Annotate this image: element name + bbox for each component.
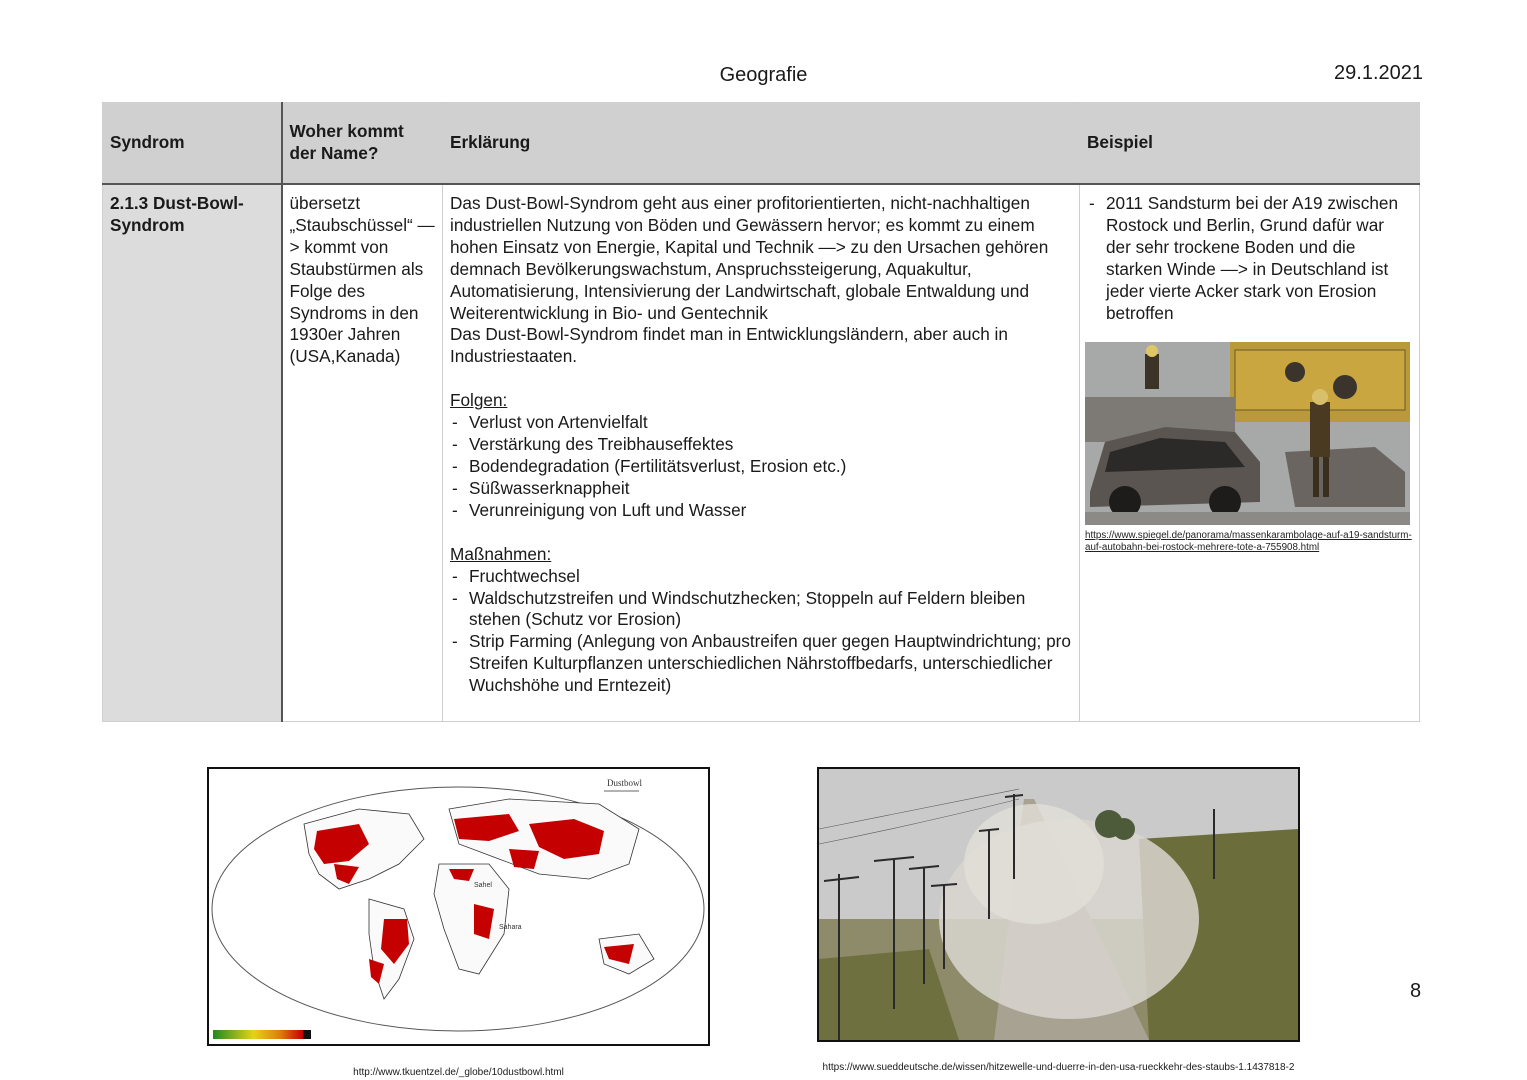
document-subject: Geografie xyxy=(719,64,808,86)
explanation-cell xyxy=(443,184,1080,722)
list-item: - Verlust von Artenvielfalt xyxy=(450,412,1072,434)
crash-scene-graphic xyxy=(1085,342,1410,525)
map-note-sahara: Sahara xyxy=(499,924,522,931)
list-item: - Verunreinigung von Luft und Wasser xyxy=(450,500,1072,522)
folgen-heading: Folgen: xyxy=(450,390,508,411)
dustbowl-world-map xyxy=(209,769,708,1044)
example-list xyxy=(1087,193,1412,324)
list-item: - Süßwasserknappheit xyxy=(450,478,1072,500)
list-item: - Waldschutzstreifen und Windschutzhecken; Stoppeln auf Feldern bleiben stehen (Schutz vor Erosion) xyxy=(450,588,1072,632)
map-source-caption[interactable]: http://www.tkuentzel.de/_globe/10dustbowl.html xyxy=(353,1067,564,1078)
header-syndrom: Syndrom xyxy=(103,103,282,185)
page-number: 8 xyxy=(1410,980,1422,1002)
spiegel-source-link[interactable]: https://www.spiegel.de/panorama/massenkarambolage-auf-a19-sandsturm-auf-autobahn-bei-rostock-mehrere-tote-a-755908.html xyxy=(1085,530,1412,553)
sandstorm-crash-photo xyxy=(1085,342,1410,525)
example-text: - 2011 Sandsturm bei der A19 zwischen Rostock und Berlin, Grund dafür war der sehr trockene Boden und die starken Winde —> in Deutschland ist jeder vierte Acker stark von Erosion betroffen xyxy=(1087,193,1412,324)
list-item: - Bodendegradation (Fertilitätsverlust, Erosion etc.) xyxy=(450,456,1072,478)
syndrom-name: 2.1.3 Dust-Bowl-Syndrom xyxy=(103,184,282,722)
dust-road-photo xyxy=(817,767,1300,1042)
list-item: - Verstärkung des Treibhauseffektes xyxy=(450,434,1072,456)
massnahmen-heading: Maßnahmen: xyxy=(450,543,552,564)
map-note-sahel: Sahel xyxy=(474,882,492,889)
world-map-figure xyxy=(207,767,710,1046)
massnahmen-list xyxy=(450,566,1072,697)
header-name-origin: Woher kommt der Name? xyxy=(282,103,443,185)
document-date: 29.1.2021 xyxy=(1334,62,1423,84)
dusty-road-graphic xyxy=(819,769,1298,1040)
folgen-list xyxy=(450,412,1072,522)
header-example: Beispiel xyxy=(1080,103,1420,185)
table-header-row xyxy=(103,103,1420,185)
list-item: - Fruchtwechsel xyxy=(450,566,1072,588)
header-explanation: Erklärung xyxy=(443,103,1080,185)
explanation-paragraph-2: Das Dust-Bowl-Syndrom findet man in Entwicklungsländern, aber auch in Industriestaaten. xyxy=(450,324,1008,367)
name-origin: übersetzt „Staubschüssel“ —> kommt von Staubstürmen als Folge des Syndroms in den 1930er Jahren (USA,Kanada) xyxy=(282,184,443,722)
map-handwritten-label: Dustbowl xyxy=(607,778,643,788)
road-photo-source-caption[interactable]: https://www.sueddeutsche.de/wissen/hitzewelle-und-duerre-in-den-usa-rueckkehr-des-staubs-1.1437818-2 xyxy=(822,1062,1295,1073)
map-legend-bar xyxy=(213,1030,303,1039)
list-item: - Strip Farming (Anlegung von Anbaustreifen quer gegen Hauptwindrichtung; pro Streifen Kulturpflanzen unterschiedlichen Nährstoffbedarfs, unterschiedlicher Wuchshöhe und Erntezeit) xyxy=(450,631,1072,697)
explanation-paragraph-1: Das Dust-Bowl-Syndrom geht aus einer profitorientierten, nicht-nachhaltigen industriellen Nutzung von Böden und Gewässern hervor; es kommt zu einem hohen Einsatz von Energie, Kapital und Technik —> zu den Ursachen gehören demnach Bevölkerungswachstum, Anspruchssteigerung, Aquakultur, Automatisierung, Intensivierung der Landwirtschaft, globale Entwaldung und Weiterentwicklung in Bio- und Gentechnik xyxy=(450,193,1049,323)
